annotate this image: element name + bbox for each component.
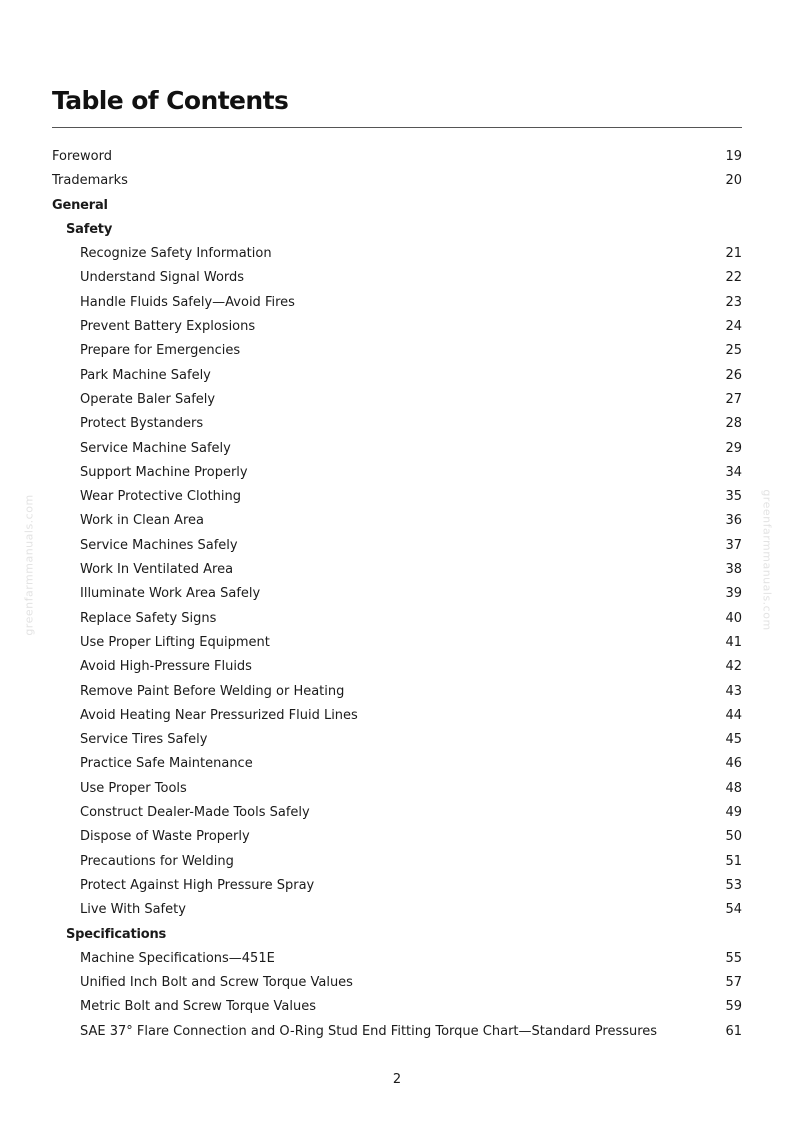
toc-entry-label: Specifications bbox=[66, 926, 167, 942]
toc-entry[interactable] bbox=[52, 364, 742, 388]
toc-entry[interactable] bbox=[52, 850, 742, 874]
toc-entry-page-number: 48 bbox=[725, 780, 742, 796]
toc-entry[interactable] bbox=[52, 898, 742, 922]
toc-entry-page-number: 39 bbox=[725, 586, 742, 602]
toc-entry-page-number: 46 bbox=[725, 756, 742, 772]
toc-entry[interactable] bbox=[52, 704, 742, 728]
toc-entry-page-number: 51 bbox=[725, 853, 742, 869]
toc-entry-label: Practice Safe Maintenance bbox=[80, 756, 253, 772]
toc-entry[interactable] bbox=[52, 412, 742, 436]
toc-entry-page-number: 57 bbox=[725, 975, 742, 991]
toc-entry-page-number: 43 bbox=[725, 683, 742, 699]
toc-entry-label: Safety bbox=[66, 221, 113, 237]
page-number: 2 bbox=[392, 1072, 402, 1087]
toc-entry[interactable] bbox=[52, 242, 742, 266]
toc-entry[interactable] bbox=[52, 1020, 742, 1044]
toc-entry[interactable] bbox=[52, 534, 742, 558]
toc-entry-page-number: 41 bbox=[725, 634, 742, 650]
toc-entry-label: Avoid Heating Near Pressurized Fluid Lines bbox=[80, 707, 358, 723]
toc-entry-label: Machine Specifications—451E bbox=[80, 950, 275, 966]
page-title: Table of Contents bbox=[52, 86, 289, 115]
toc-entry-label: Operate Baler Safely bbox=[80, 391, 216, 407]
toc-entry-page-number: 53 bbox=[725, 877, 742, 893]
toc-entry-label: Live With Safety bbox=[80, 902, 186, 918]
toc-entry-page-number: 54 bbox=[725, 902, 742, 918]
toc-entry[interactable] bbox=[52, 752, 742, 776]
toc-section-heading bbox=[52, 923, 742, 947]
toc-entry-page-number: 35 bbox=[725, 489, 742, 505]
toc-entry-page-number: 37 bbox=[725, 537, 742, 553]
toc-entry-label: Support Machine Properly bbox=[80, 464, 248, 480]
toc-entry-page-number: 45 bbox=[725, 732, 742, 748]
toc-entry-page-number: 38 bbox=[725, 562, 742, 578]
toc-entry-page-number: 26 bbox=[725, 367, 742, 383]
toc-entry[interactable] bbox=[52, 607, 742, 631]
toc-entry[interactable] bbox=[52, 971, 742, 995]
toc-entry-page-number: 24 bbox=[725, 319, 742, 335]
toc-entry-page-number: 34 bbox=[725, 464, 742, 480]
toc-entry-page-number: 49 bbox=[725, 805, 742, 821]
toc-entry-label: Service Machine Safely bbox=[80, 440, 231, 456]
toc-entry[interactable] bbox=[52, 655, 742, 679]
toc-entry-label: Recognize Safety Information bbox=[80, 246, 272, 262]
toc-entry-page-number: 19 bbox=[725, 149, 742, 164]
toc-entry[interactable] bbox=[52, 777, 742, 801]
toc-entry-label: SAE 37° Flare Connection and O-Ring Stud End Fitting Torque Chart—Standard Pressures bbox=[80, 1023, 658, 1039]
toc-entry[interactable] bbox=[52, 582, 742, 606]
toc-entry[interactable] bbox=[52, 145, 742, 169]
toc-entry-label: Illuminate Work Area Safely bbox=[80, 586, 261, 602]
toc-entry-label: Construct Dealer-Made Tools Safely bbox=[80, 805, 310, 821]
toc-entry[interactable] bbox=[52, 825, 742, 849]
toc-entry[interactable] bbox=[52, 291, 742, 315]
toc-entry-label: Prevent Battery Explosions bbox=[80, 319, 256, 335]
toc-entry-label: Use Proper Lifting Equipment bbox=[80, 634, 270, 650]
toc-entry-page-number: 23 bbox=[725, 294, 742, 310]
toc-entry-page-number: 40 bbox=[725, 610, 742, 626]
toc-section-heading bbox=[52, 194, 742, 218]
toc-entry-label: Handle Fluids Safely—Avoid Fires bbox=[80, 294, 295, 310]
toc-entry-label: Prepare for Emergencies bbox=[80, 343, 241, 359]
toc-entry-label: Protect Bystanders bbox=[80, 416, 204, 432]
toc-entry-label: Replace Safety Signs bbox=[80, 610, 217, 626]
toc-entry-label: Foreword bbox=[52, 149, 112, 164]
watermark-right: greenfarmmanuals.com bbox=[760, 489, 774, 631]
watermark-left: greenfarmmanuals.com bbox=[22, 494, 36, 636]
toc-entry-page-number: 22 bbox=[725, 270, 742, 286]
toc-entry[interactable] bbox=[52, 947, 742, 971]
toc-entry[interactable] bbox=[52, 631, 742, 655]
toc-entry-label: General bbox=[52, 197, 108, 213]
toc-entry-label: Dispose of Waste Properly bbox=[80, 829, 250, 845]
toc-list bbox=[52, 145, 742, 1044]
toc-entry-page-number: 29 bbox=[725, 440, 742, 456]
toc-entry-page-number: 25 bbox=[725, 343, 742, 359]
toc-entry[interactable] bbox=[52, 461, 742, 485]
toc-entry-page-number: 55 bbox=[725, 950, 742, 966]
toc-entry-page-number: 36 bbox=[725, 513, 742, 529]
toc-entry-page-number: 21 bbox=[725, 246, 742, 262]
toc-entry-page-number: 42 bbox=[725, 659, 742, 675]
toc-entry-label: Understand Signal Words bbox=[80, 270, 245, 286]
toc-entry[interactable] bbox=[52, 339, 742, 363]
toc-entry-label: Precautions for Welding bbox=[80, 853, 234, 869]
toc-entry-label: Wear Protective Clothing bbox=[80, 489, 242, 505]
toc-entry-page-number: 27 bbox=[725, 391, 742, 407]
toc-entry-page-number: 20 bbox=[725, 173, 742, 189]
toc-entry-page-number: 44 bbox=[725, 707, 742, 723]
toc-entry[interactable] bbox=[52, 509, 742, 533]
toc-entry[interactable] bbox=[52, 315, 742, 339]
toc-entry-page-number: 59 bbox=[725, 999, 742, 1015]
toc-section-heading bbox=[52, 218, 742, 242]
toc-entry-label: Trademarks bbox=[52, 173, 128, 189]
title-divider bbox=[52, 127, 742, 128]
toc-entry[interactable] bbox=[52, 680, 742, 704]
toc-entry-label: Service Tires Safely bbox=[80, 732, 208, 748]
toc-entry-label: Work In Ventilated Area bbox=[80, 562, 234, 578]
toc-entry[interactable] bbox=[52, 169, 742, 193]
toc-entry-label: Protect Against High Pressure Spray bbox=[80, 877, 315, 893]
toc-entry-label: Avoid High-Pressure Fluids bbox=[80, 659, 252, 675]
toc-entry[interactable] bbox=[52, 485, 742, 509]
toc-entry-label: Park Machine Safely bbox=[80, 367, 211, 383]
toc-entry[interactable] bbox=[52, 728, 742, 752]
toc-entry[interactable] bbox=[52, 558, 742, 582]
toc-entry[interactable] bbox=[52, 388, 742, 412]
toc-entry[interactable] bbox=[52, 874, 742, 898]
toc-entry-label: Remove Paint Before Welding or Heating bbox=[80, 683, 345, 699]
toc-entry-label: Use Proper Tools bbox=[80, 780, 187, 796]
toc-entry-label: Metric Bolt and Screw Torque Values bbox=[80, 999, 316, 1015]
toc-entry-page-number: 50 bbox=[725, 829, 742, 845]
toc-entry[interactable] bbox=[52, 266, 742, 290]
toc-entry[interactable] bbox=[52, 801, 742, 825]
toc-entry[interactable] bbox=[52, 995, 742, 1019]
toc-entry-label: Service Machines Safely bbox=[80, 537, 238, 553]
toc-entry-label: Work in Clean Area bbox=[80, 513, 204, 529]
toc-entry-page-number: 28 bbox=[725, 416, 742, 432]
toc-entry-page-number: 61 bbox=[725, 1023, 742, 1039]
toc-entry-label: Unified Inch Bolt and Screw Torque Values bbox=[80, 975, 353, 991]
toc-entry[interactable] bbox=[52, 437, 742, 461]
